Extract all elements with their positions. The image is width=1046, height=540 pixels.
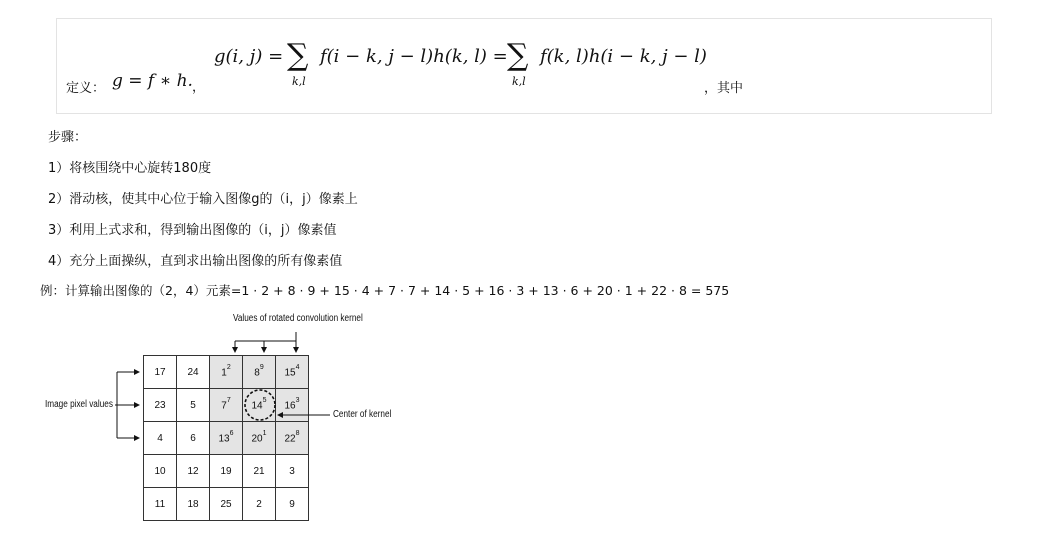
pixel-value: 17: [154, 366, 166, 378]
kernel-value: 4: [295, 363, 300, 371]
kernel-value: 1: [262, 429, 267, 437]
kernel-value: 6: [229, 429, 234, 437]
sum-symbol-2: ∑: [507, 38, 529, 73]
pixel-value: 10: [154, 465, 166, 477]
pixel-value: 12: [187, 465, 199, 477]
definition-label: 定义：: [66, 81, 106, 96]
image-pixel-label: Image pixel values: [45, 399, 113, 410]
steps-title: 步骤：: [48, 130, 88, 145]
kernel-values-label: Values of rotated convolution kernel: [233, 313, 363, 324]
pixel-value: 5: [190, 399, 196, 411]
kernel-bracket-arrows: [235, 332, 296, 352]
kernel-value: 3: [295, 396, 300, 404]
sum-symbol-1: ∑: [287, 38, 309, 73]
formula-comma: ，: [192, 80, 206, 95]
pixel-value: 6: [190, 432, 196, 444]
pixel-value: 11: [154, 498, 166, 510]
pixel-value: 1: [221, 367, 227, 379]
pixel-value: 19: [220, 465, 232, 477]
step-4: 4）充分上面操纵，直到求出输出图像的所有像素值: [48, 254, 343, 269]
kernel-value: 9: [259, 363, 264, 371]
example-line: 例：计算输出图像的（2，4）元素=1 · 2 + 8 · 9 + 15 · 4 + 7 · 7 + 14 · 5 + 16 · 3 + 13 · 6 + 20 · 1 + 22 · 8 = 575: [40, 283, 730, 298]
pixel-value: 20: [251, 433, 263, 445]
kernel-center-circle: [245, 390, 275, 420]
kernel-value: 7: [226, 396, 231, 404]
step-1: 1）将核围绕中心旋转180度: [48, 161, 212, 176]
pixel-value: 4: [157, 432, 163, 444]
kernel-center-label: Center of kernel: [333, 409, 392, 420]
pixel-value: 24: [187, 366, 199, 378]
pixel-value: 16: [284, 400, 296, 412]
pixel-bracket-arrows: [115, 372, 139, 438]
short-formula: g = f ∗ h.: [112, 71, 193, 91]
step-2: 2）滑动核，使其中心位于输入图像g的（i，j）像素上: [48, 192, 358, 207]
kernel-value: 5: [262, 396, 267, 404]
step-3: 3）利用上式求和，得到输出图像的（i，j）像素值: [48, 223, 337, 238]
pixel-value: 15: [284, 367, 296, 379]
formula-tail: ，其中: [704, 81, 744, 96]
pixel-value: 25: [220, 498, 232, 510]
formula-lhs: g(i, j) =: [214, 46, 284, 67]
pixel-value: 2: [256, 498, 262, 510]
pixel-value: 22: [284, 433, 296, 445]
pixel-value: 23: [154, 399, 166, 411]
pixel-value: 13: [218, 433, 230, 445]
pixel-value: 21: [253, 465, 265, 477]
pixel-value: 3: [289, 465, 295, 477]
pixel-value: 18: [187, 498, 199, 510]
formula-term2: f(k, l)h(i − k, j − l): [540, 46, 707, 67]
sum-subscript-1: k,l: [292, 75, 306, 88]
kernel-value: 2: [226, 363, 231, 371]
sum-subscript-2: k,l: [512, 75, 526, 88]
kernel-value: 8: [295, 429, 300, 437]
formula-term1: f(i − k, j − l)h(k, l) =: [320, 46, 508, 67]
pixel-value: 14: [251, 400, 263, 412]
pixel-value: 7: [221, 400, 227, 412]
pixel-value: 8: [254, 367, 260, 379]
pixel-value: 9: [289, 498, 295, 510]
